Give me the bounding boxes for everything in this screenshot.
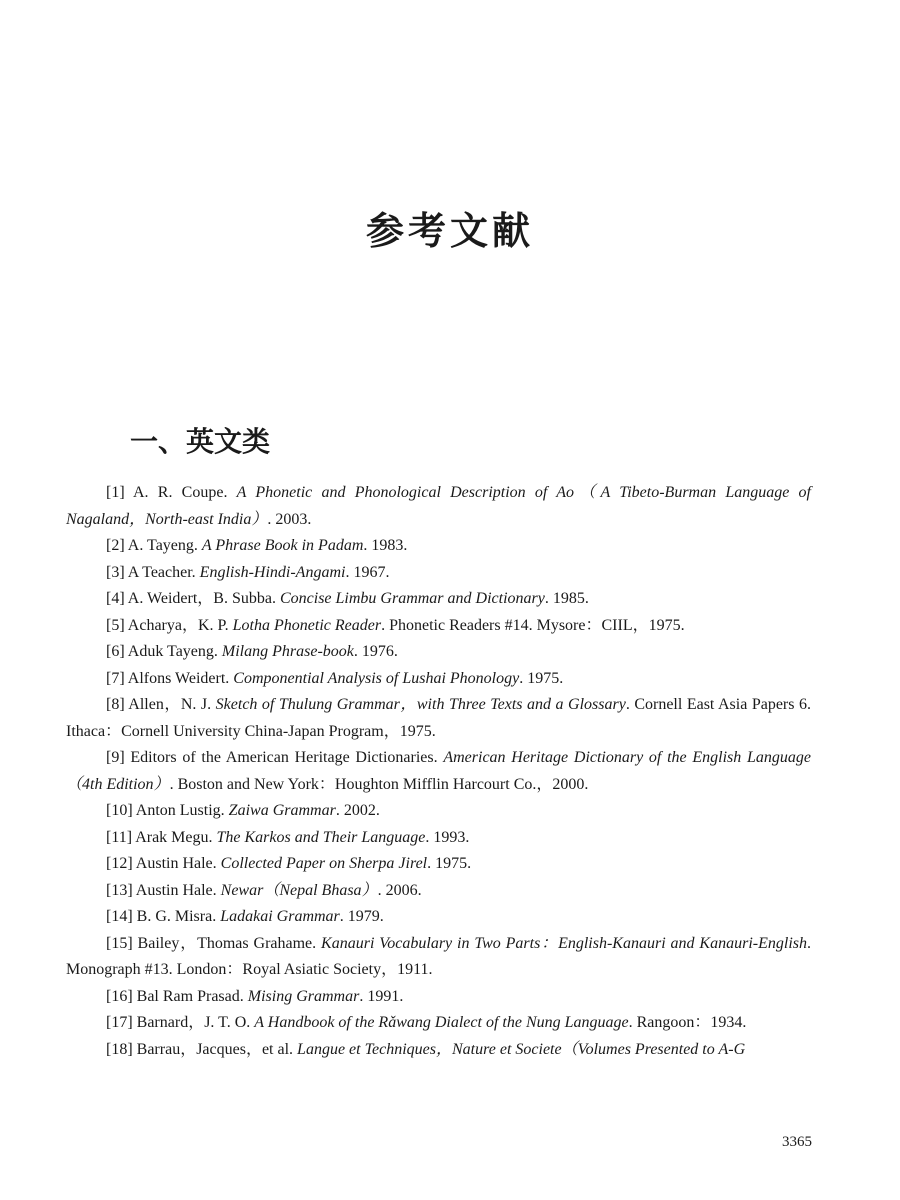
reference-title: Langue et Techniques，Nature et Societe（Volumes Presented to A-G: [297, 1040, 746, 1058]
reference-item: [66, 904, 811, 931]
reference-title: American Heritage Dictionary of the English Language（4th Edition）: [66, 749, 812, 793]
reference-title: English-Hindi-Angami: [199, 563, 346, 581]
reference-number: [7]: [106, 669, 125, 687]
reference-publication: . Boston and New York：Houghton Mifflin Harcourt Co.，2000.: [169, 775, 589, 793]
reference-item: [66, 878, 811, 905]
reference-publication: . Rangoon：1934.: [628, 1014, 747, 1031]
reference-number: [13]: [106, 881, 133, 899]
reference-number: [4]: [106, 590, 125, 607]
reference-item: [66, 586, 811, 613]
reference-title: Zaiwa Grammar: [228, 802, 336, 819]
reference-number: [3]: [106, 563, 125, 581]
reference-author: A. Tayeng.: [127, 537, 202, 554]
reference-author: Aduk Tayeng.: [127, 643, 222, 660]
reference-author: Barrau，Jacques，et al.: [136, 1040, 298, 1058]
reference-author: Acharya，K. P.: [127, 616, 233, 634]
page-number: 3365: [782, 1134, 812, 1150]
reference-author: A. Weidert，B. Subba.: [127, 590, 280, 607]
reference-author: Bailey，Thomas Grahame.: [137, 934, 322, 952]
reference-title: The Karkos and Their Language: [216, 828, 426, 846]
reference-title: A Phonetic and Phonological Description of Ao（A Tibeto-Burman Language of Nagaland，North-east India）: [66, 484, 811, 528]
reference-number: [12]: [106, 855, 133, 872]
reference-title: Collected Paper on Sherpa Jirel: [220, 855, 428, 872]
reference-title: A Phrase Book in Padam: [201, 537, 364, 554]
reference-title: Lotha Phonetic Reader: [232, 616, 382, 634]
reference-publication: . 1985.: [544, 590, 589, 607]
reference-title: Sketch of Thulung Grammar，with Three Texts and a Glossary: [215, 696, 626, 713]
reference-author: A Teacher.: [127, 563, 200, 581]
reference-author: Alfons Weidert.: [127, 669, 234, 687]
reference-title: Mising Grammar: [247, 987, 360, 1005]
reference-author: B. G. Misra.: [136, 908, 221, 925]
page-title: 参考文献: [365, 209, 534, 253]
reference-number: [6]: [106, 643, 125, 660]
reference-number: [15]: [106, 934, 133, 952]
reference-number: [5]: [106, 616, 125, 634]
reference-publication: . 1993.: [425, 828, 470, 846]
reference-item: [66, 560, 811, 587]
reference-publication: . Monograph #13. London：Royal Asiatic Society，1911.: [66, 934, 811, 978]
reference-item: [66, 931, 811, 984]
reference-title: Concise Limbu Grammar and Dictionary: [279, 590, 545, 607]
reference-title: Ladakai Grammar: [220, 908, 340, 925]
reference-number: [1]: [106, 484, 125, 501]
reference-item: [66, 1037, 811, 1064]
reference-item: [66, 639, 811, 666]
reference-title: Componential Analysis of Lushai Phonology: [233, 669, 520, 687]
reference-number: [11]: [106, 828, 133, 846]
reference-author: Allen，N. J.: [128, 696, 216, 713]
reference-publication: . 1979.: [339, 908, 384, 925]
reference-author: Barnard，J. T. O.: [136, 1014, 255, 1031]
reference-item: [66, 666, 811, 693]
reference-item: [66, 613, 811, 640]
reference-number: [17]: [106, 1014, 133, 1031]
reference-number: [16]: [106, 987, 133, 1005]
reference-list: [66, 480, 811, 1063]
reference-item: [66, 745, 811, 798]
reference-number: [9]: [106, 749, 125, 766]
reference-number: [8]: [106, 696, 125, 713]
reference-author: Bal Ram Prasad.: [136, 987, 248, 1005]
reference-author: Austin Hale.: [135, 855, 221, 872]
reference-number: [2]: [106, 537, 125, 554]
reference-number: [18]: [106, 1040, 133, 1058]
reference-author: Editors of the American Heritage Dictionaries.: [130, 749, 444, 766]
section-heading: 一、英文类: [130, 425, 271, 458]
reference-author: Austin Hale.: [135, 881, 221, 899]
reference-item: [66, 851, 811, 878]
reference-item: [66, 825, 811, 852]
reference-title: A Handbook of the Rǎwang Dialect of the Nung Language: [254, 1014, 629, 1031]
reference-publication: . 1967.: [345, 563, 390, 581]
reference-author: Anton Lustig.: [135, 802, 229, 819]
reference-publication: . 2002.: [335, 802, 380, 819]
reference-item: [66, 798, 811, 825]
reference-publication: . 1976.: [353, 643, 398, 660]
reference-item: [66, 984, 811, 1011]
reference-publication: . 1975.: [519, 669, 564, 687]
reference-publication: . 1975.: [427, 855, 472, 872]
reference-item: [66, 1010, 811, 1037]
reference-publication: . 1991.: [359, 987, 404, 1005]
reference-item: [66, 480, 811, 533]
reference-author: Arak Megu.: [135, 828, 217, 846]
reference-item: [66, 692, 811, 745]
reference-publication: . Cornell East Asia Papers 6. Ithaca：Cornell University China-Japan Program，1975.: [66, 696, 812, 740]
reference-title: Milang Phrase-book: [221, 643, 354, 660]
reference-item: [66, 533, 811, 560]
reference-number: [10]: [106, 802, 133, 819]
reference-publication: . 2003.: [267, 510, 312, 528]
reference-publication: . 1983.: [363, 537, 408, 554]
reference-title: Kanauri Vocabulary in Two Parts：English-Kanauri and Kanauri-English: [321, 934, 807, 952]
reference-number: [14]: [106, 908, 133, 925]
reference-publication: . Phonetic Readers #14. Mysore：CIIL，1975.: [381, 616, 685, 634]
reference-title: Newar（Nepal Bhasa）: [220, 881, 378, 899]
reference-publication: . 2006.: [377, 881, 422, 899]
reference-author: A. R. Coupe.: [133, 484, 237, 501]
